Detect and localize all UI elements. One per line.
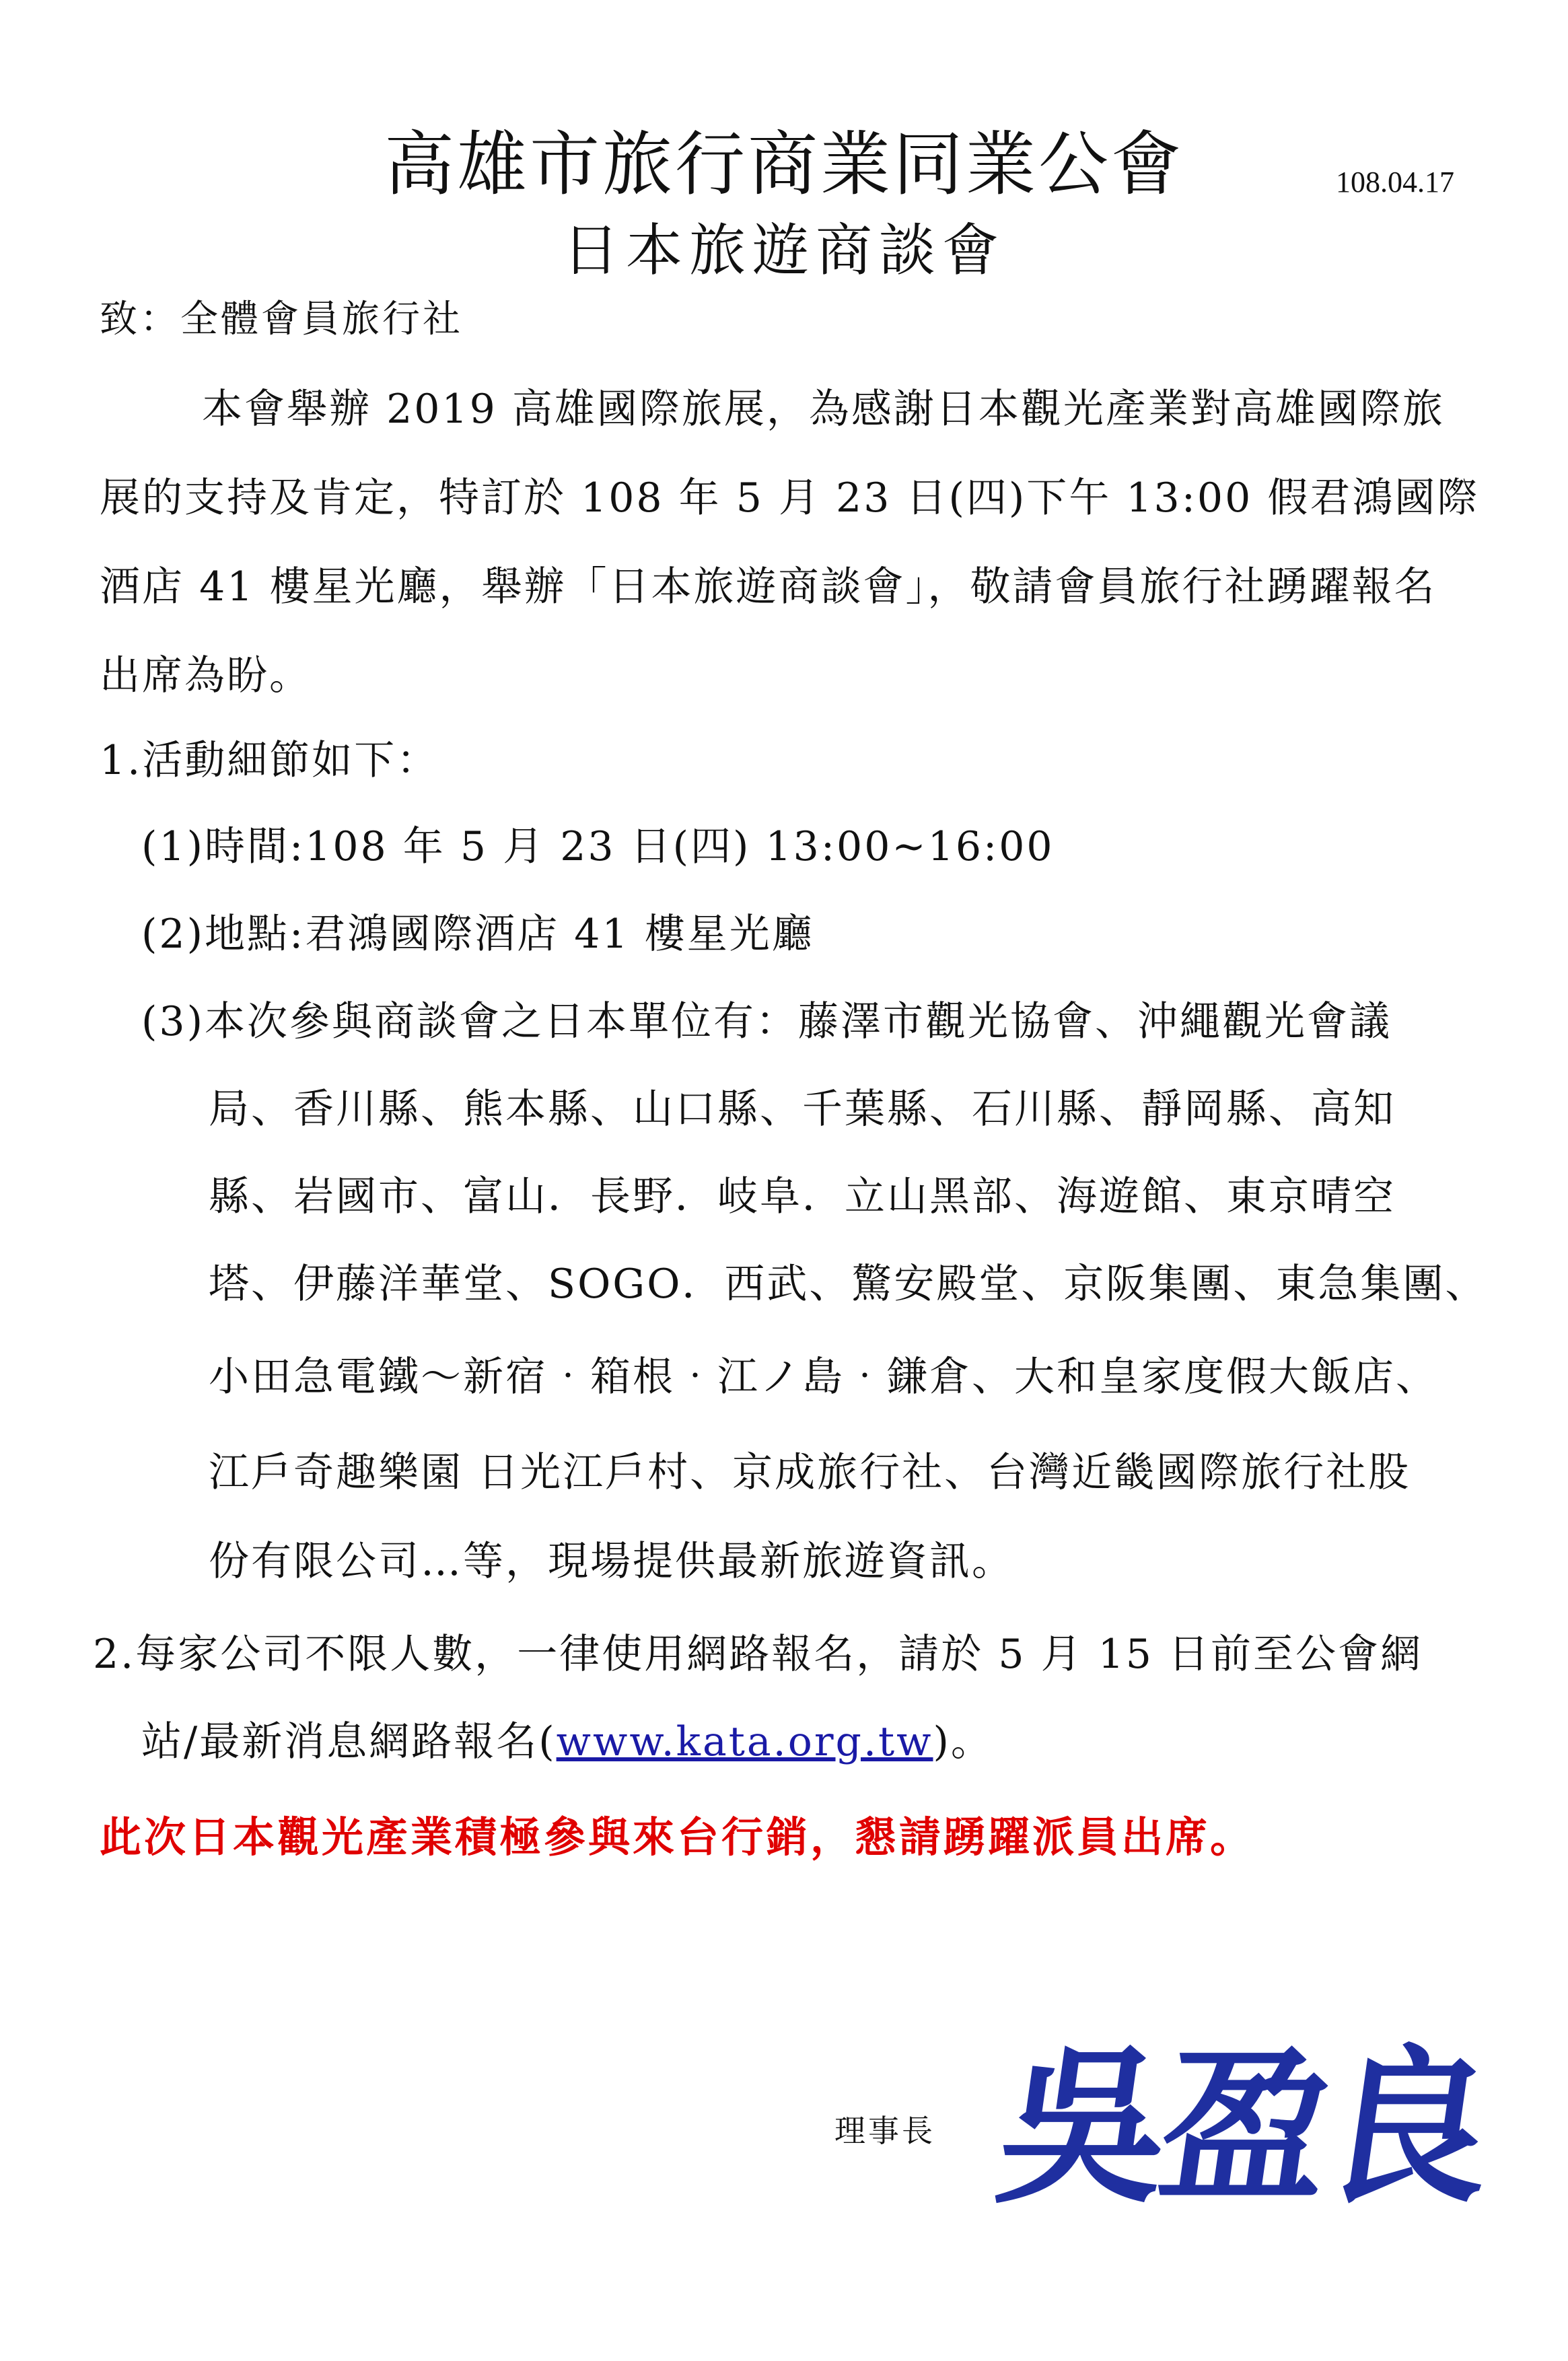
detail-participants-line-4: 塔、伊藤洋華堂、SOGO．西武、驚安殿堂、京阪集團、東急集團、 [209, 1261, 1488, 1308]
intro-line-1: 本會舉辦 2019 高雄國際旅展，為感謝日本觀光產業對高雄國際旅 [202, 386, 1445, 433]
chairman-title: 理事長 [834, 2113, 935, 2149]
detail-participants-line-3: 縣、岩國市、富山．長野．岐阜．立山黑部、海遊館、東京晴空 [209, 1173, 1396, 1220]
detail-location: (2)地點:君鴻國際酒店 41 樓星光廳 [141, 911, 814, 958]
detail-participants-line-5: 小田急電鐵～新宿‧箱根‧江ノ島‧鎌倉、大和皇家度假大飯店、 [209, 1353, 1438, 1401]
section-2-line-1: 2.每家公司不限人數，一律使用網路報名，請於 5 月 15 日前至公會網 [93, 1631, 1423, 1678]
intro-line-3: 酒店 41 樓星光廳，舉辦「日本旅遊商談會」，敬請會員旅行社踴躍報名 [100, 563, 1437, 610]
event-title: 日本旅遊商談會 [562, 217, 1005, 283]
section-1-heading: 1.活動細節如下： [100, 737, 439, 784]
section-2-line-2 [141, 1710, 993, 1767]
detail-participants-line-1: (3)本次參與商談會之日本單位有：藤澤市觀光協會、沖繩觀光會議 [141, 998, 1392, 1045]
red-notice: 此次日本觀光產業積極參與來台行銷，懇請踴躍派員出席。 [100, 1812, 1255, 1862]
detail-participants-line-7: 份有限公司…等，現場提供最新旅遊資訊。 [209, 1538, 1014, 1585]
registration-link[interactable]: www.kata.org.tw [556, 1718, 933, 1765]
chairman-signature: 吳盈良 [987, 2030, 1499, 2226]
detail-participants-line-2: 局、香川縣、熊本縣、山口縣、千葉縣、石川縣、靜岡縣、高知 [209, 1086, 1396, 1133]
intro-line-4: 出席為盼。 [100, 652, 312, 699]
registration-text-suffix: )。 [933, 1718, 993, 1765]
intro-line-2: 展的支持及肯定，特訂於 108 年 5 月 23 日(四)下午 13:00 假君鴻國際 [100, 474, 1480, 522]
org-title: 高雄市旅行商業同業公會 [384, 123, 1184, 205]
detail-time: (1)時間:108 年 5 月 23 日(四) 13:00~16:00 [141, 823, 1055, 870]
registration-text-prefix: 站/最新消息網路報名( [141, 1718, 557, 1765]
detail-participants-line-6: 江戶奇趣樂園 日光江戶村、京成旅行社、台灣近畿國際旅行社股 [209, 1449, 1411, 1496]
recipient-line: 致：全體會員旅行社 [100, 297, 463, 341]
document-date: 108.04.17 [1336, 166, 1454, 199]
